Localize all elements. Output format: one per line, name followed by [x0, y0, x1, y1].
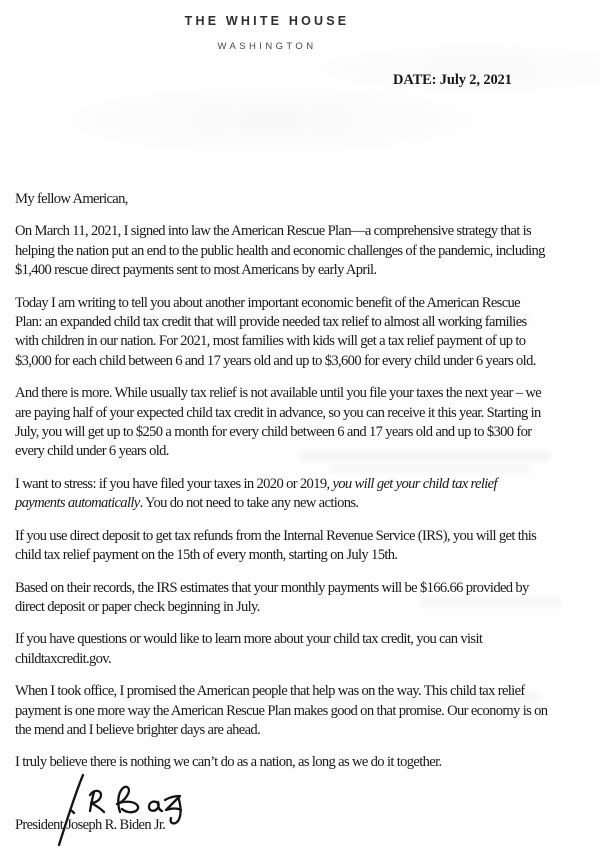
- text-line: payment is one more way the American Rescue Plan makes good on that promise. Our economy is on: [15, 702, 548, 719]
- letterhead: [0, 14, 567, 52]
- paragraph: [15, 630, 590, 669]
- letterhead-subtitle: WASHINGTON: [217, 41, 317, 52]
- paragraph: [15, 527, 590, 566]
- text-line: Based on their records, the IRS estimates that your monthly payments will be $166.66 provided by: [15, 579, 529, 596]
- text-line: the mend and I believe brighter days are ahead.: [15, 721, 261, 738]
- letter-body: [15, 190, 590, 786]
- text-line: Today I am writing to tell you about another important economic benefit of the American Rescue: [15, 294, 520, 311]
- text-line: When I took office, I promised the American people that help was on the way. This child tax relief: [15, 683, 525, 700]
- text-line: every child under 6 years old.: [15, 443, 169, 460]
- text-line: helping the nation put an end to the public health and economic challenges of the pandemic, including: [15, 242, 545, 259]
- text-run: . You do not need to take any new actions.: [139, 495, 359, 512]
- text-line: $1,400 rescue direct payments sent to most Americans by early April.: [15, 262, 377, 279]
- text-line: Plan: an expanded child tax credit that will provide needed tax relief to almost all working families: [15, 314, 527, 331]
- text-line: My fellow American,: [15, 191, 128, 207]
- signature-printed-name: President Joseph R. Biden Jr.: [15, 817, 166, 833]
- text-line: $3,000 for each child between 6 and 17 years old and up to $3,600 for every child under 6 years old.: [15, 352, 536, 369]
- text-line: [15, 475, 590, 494]
- handwritten-signature: [50, 768, 190, 848]
- date-stamp: DATE: July 2, 2021: [393, 72, 512, 88]
- text-line: If you have questions or would like to learn more about your child tax credit, you can visit: [15, 631, 483, 648]
- text-line: If you use direct deposit to get tax refunds from the Internal Revenue Service (IRS), you will get this: [15, 527, 537, 544]
- text-line: are paying half of your expected child tax credit in advance, so you can receive it this year. Starting in: [15, 404, 541, 421]
- text-line: On March 11, 2021, I signed into law the American Rescue Plan—a comprehensive strategy that is: [15, 223, 532, 240]
- italic-text-run: you will get your child tax relief: [332, 475, 497, 492]
- italic-text-run: payments automatically: [15, 495, 140, 512]
- text-line: direct deposit or paper check beginning in July.: [15, 598, 260, 615]
- text-line: I truly believe there is nothing we can’t do as a nation, as long as we do it together.: [15, 754, 442, 771]
- letterhead-title: THE WHITE HOUSE: [184, 14, 350, 28]
- text-run: I want to stress: if you have filed your taxes in 2020 or 2019,: [15, 475, 333, 492]
- paragraph: [15, 222, 590, 280]
- salutation: [15, 190, 590, 209]
- text-line: with children in our nation. For 2021, most families with kids will get a tax relief payment of up to: [15, 333, 526, 350]
- paragraph: [15, 682, 590, 740]
- text-line: child tax relief payment on the 15th of every month, starting on July 15th.: [15, 547, 398, 564]
- paragraph-emphasis: [15, 475, 590, 514]
- text-line: July, you will get up to $250 a month for every child between 6 and 17 years old and up to $300 for: [15, 424, 532, 441]
- text-line: And there is more. While usually tax relief is not available until you file your taxes the next year – we: [15, 385, 542, 402]
- paragraph: [15, 384, 590, 462]
- text-line: childtaxcredit.gov.: [15, 650, 111, 667]
- paragraph: [15, 294, 590, 372]
- text-line: [15, 494, 590, 513]
- paragraph: [15, 579, 590, 618]
